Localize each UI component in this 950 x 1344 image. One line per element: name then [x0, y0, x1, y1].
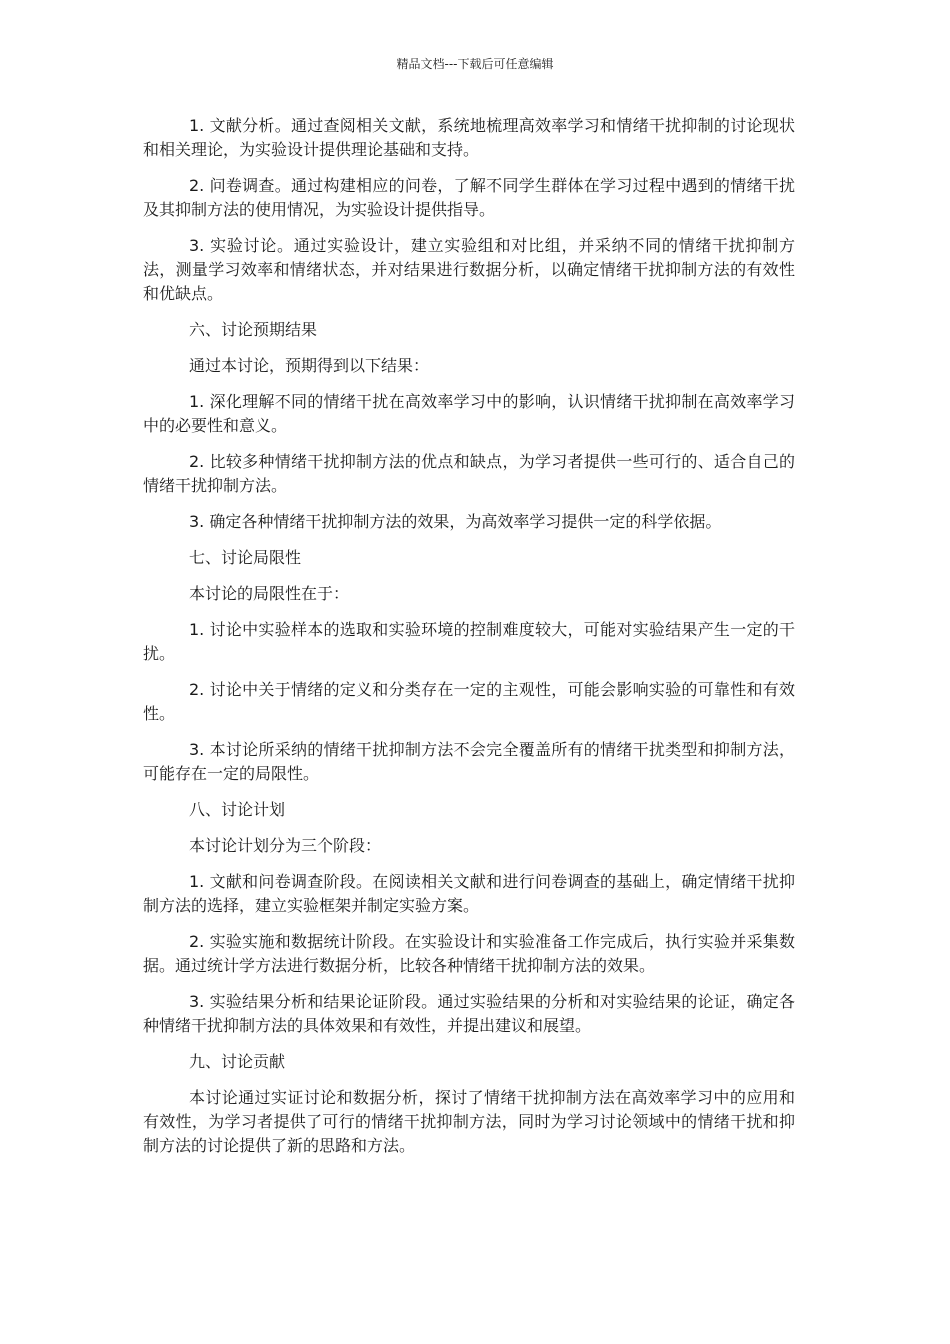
- method-item-questionnaire: 2. 问卷调查。通过构建相应的问卷，了解不同学生群体在学习过程中遇到的情绪干扰及其抑制方法的使用情况，为实验设计提供指导。: [143, 176, 795, 219]
- section-heading-limitations: 七、讨论局限性: [189, 548, 302, 567]
- plan-stage-1: 1. 文献和问卷调查阶段。在阅读相关文献和进行问卷调查的基础上，确定情绪干扰抑制方法的选择，建立实验框架并制定实验方案。: [143, 872, 795, 915]
- method-item-literature: 1. 文献分析。通过查阅相关文献，系统地梳理高效率学习和情绪干扰抑制的讨论现状和相关理论，为实验设计提供理论基础和支持。: [143, 116, 795, 159]
- plan-intro: 本讨论计划分为三个阶段：: [189, 836, 382, 855]
- page-header: 精品文档---下载后可任意编辑: [396, 57, 554, 71]
- limitation-item-1: 1. 讨论中实验样本的选取和实验环境的控制难度较大，可能对实验结果产生一定的干扰。: [143, 620, 795, 663]
- section-heading-plan: 八、讨论计划: [189, 800, 286, 819]
- section-heading-contribution: 九、讨论贡献: [189, 1052, 286, 1071]
- limitation-item-3: 3. 本讨论所采纳的情绪干扰抑制方法不会完全覆盖所有的情绪干扰类型和抑制方法，可能存在一定的局限性。: [143, 740, 795, 783]
- plan-stage-2: 2. 实验实施和数据统计阶段。在实验设计和实验准备工作完成后，执行实验并采集数据。通过统计学方法进行数据分析，比较各种情绪干扰抑制方法的效果。: [143, 932, 795, 975]
- expected-result-item-3: 3. 确定各种情绪干扰抑制方法的效果，为高效率学习提供一定的科学依据。: [189, 512, 722, 531]
- section-heading-expected-results: 六、讨论预期结果: [189, 320, 318, 339]
- document-body: [143, 114, 795, 1170]
- expected-result-item-2: 2. 比较多种情绪干扰抑制方法的优点和缺点，为学习者提供一些可行的、适合自己的情绪干扰抑制方法。: [143, 452, 795, 495]
- contribution-text: 本讨论通过实证讨论和数据分析，探讨了情绪干扰抑制方法在高效率学习中的应用和有效性，为学习者提供了可行的情绪干扰抑制方法，同时为学习讨论领域中的情绪干扰和抑制方法的讨论提供了新的思路和方法。: [143, 1088, 795, 1155]
- plan-stage-3: 3. 实验结果分析和结果论证阶段。通过实验结果的分析和对实验结果的论证，确定各种情绪干扰抑制方法的具体效果和有效性，并提出建议和展望。: [143, 992, 795, 1035]
- expected-result-item-1: 1. 深化理解不同的情绪干扰在高效率学习中的影响，认识情绪干扰抑制在高效率学习中的必要性和意义。: [143, 392, 795, 435]
- limitations-intro: 本讨论的局限性在于：: [189, 584, 350, 603]
- expected-results-intro: 通过本讨论，预期得到以下结果：: [189, 356, 430, 375]
- limitation-item-2: 2. 讨论中关于情绪的定义和分类存在一定的主观性，可能会影响实验的可靠性和有效性。: [143, 680, 795, 723]
- method-item-experiment: 3. 实验讨论。通过实验设计，建立实验组和对比组，并采纳不同的情绪干扰抑制方法，测量学习效率和情绪状态，并对结果进行数据分析，以确定情绪干扰抑制方法的有效性和优缺点。: [143, 236, 795, 303]
